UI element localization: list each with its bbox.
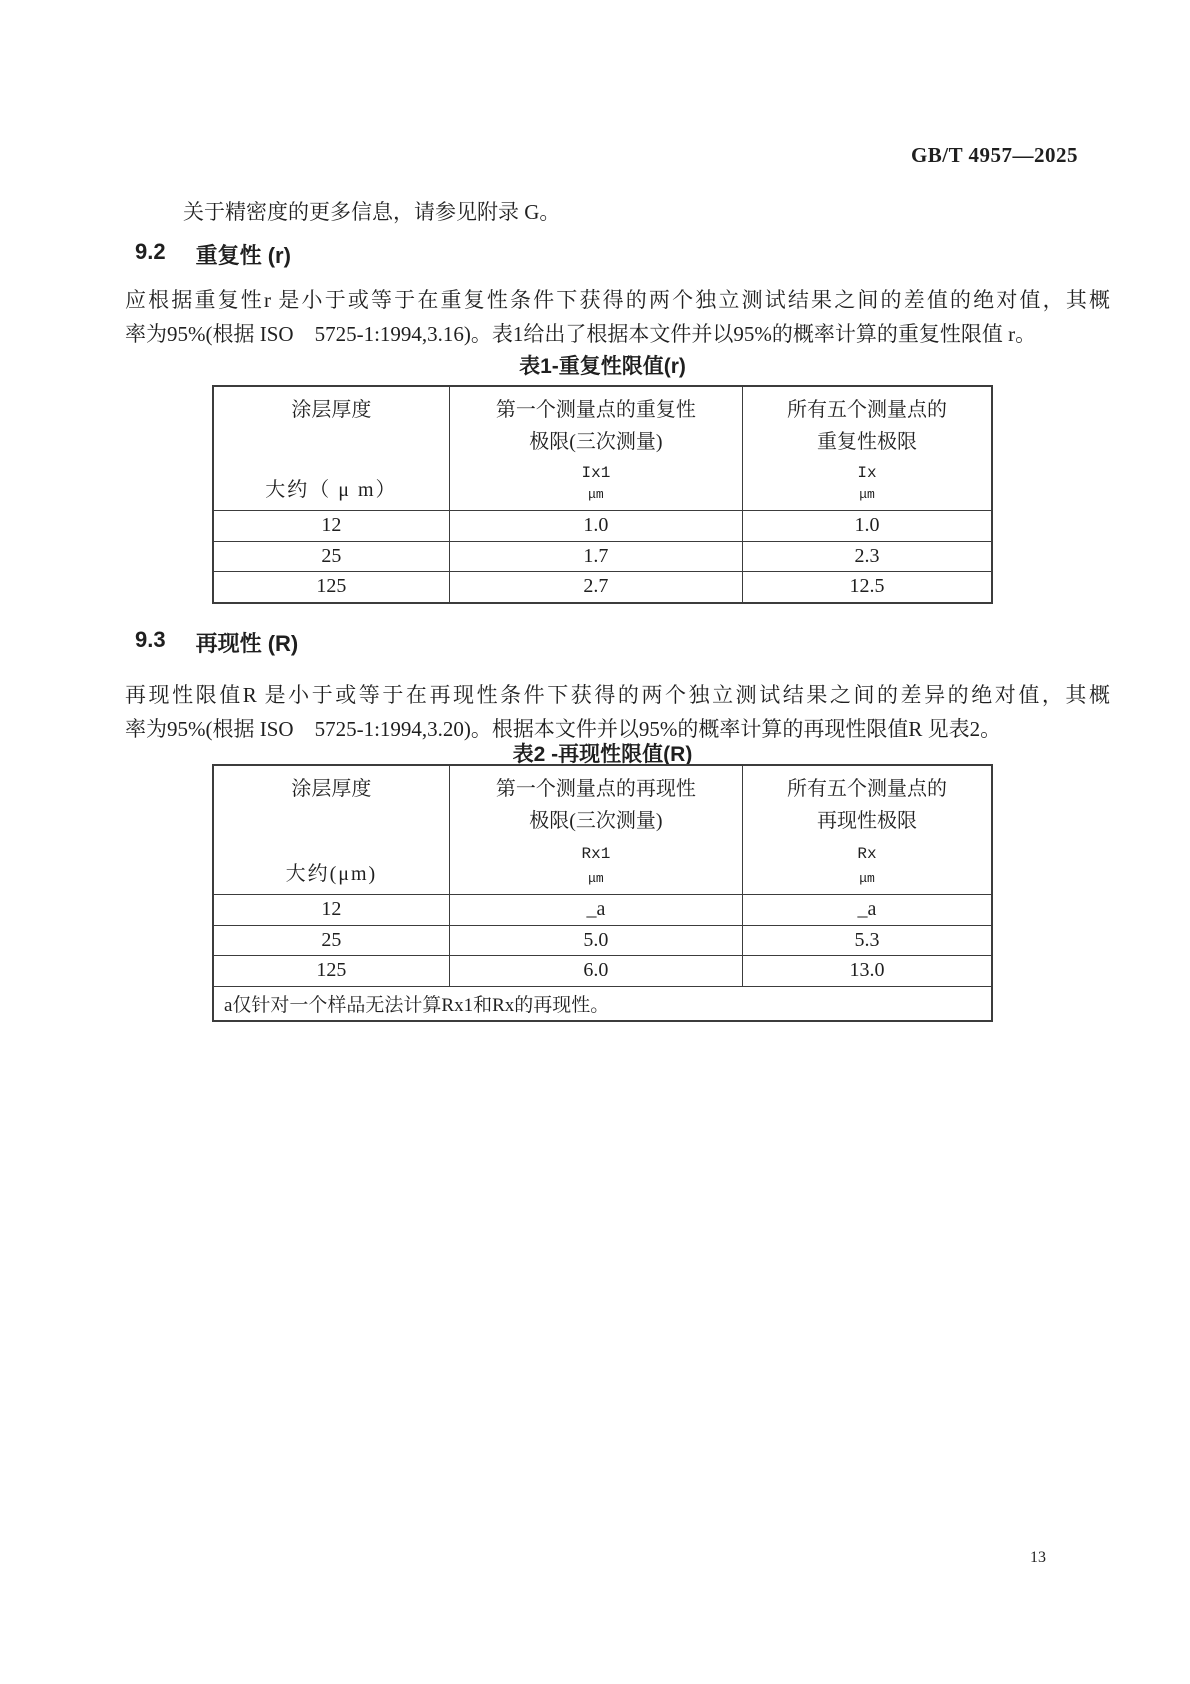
col2-header-line2: 极限(三次测量) bbox=[529, 810, 663, 832]
paragraph-line: 再现性限值R 是小于或等于在再现性条件下获得的两个独立测试结果之间的差异的绝对值，其概 bbox=[125, 683, 1110, 707]
section-heading-9-3 bbox=[135, 627, 298, 658]
table2-title: 表2 -再现性限值(R) bbox=[512, 743, 693, 766]
table-row bbox=[213, 572, 992, 603]
standard-number-header: GB/T 4957—2025 bbox=[910, 143, 1078, 167]
col3-header-line2: 再现性极限 bbox=[816, 810, 917, 832]
table1-repeatability bbox=[212, 385, 993, 604]
header-cell-all-points-limit bbox=[742, 386, 992, 511]
section-9-3-paragraph bbox=[125, 678, 1110, 746]
header-cell-coating-thickness bbox=[213, 765, 449, 895]
col3-unit: μm bbox=[859, 871, 875, 886]
header-cell-first-point-limit bbox=[449, 765, 742, 895]
col2-header-line1: 第一个测量点的重复性 bbox=[495, 399, 696, 421]
cell-value: 6.0 bbox=[449, 956, 742, 987]
col3-symbol: Rx bbox=[857, 845, 877, 863]
col3-header-line2: 重复性极限 bbox=[816, 431, 917, 453]
col1-header: 涂层厚度 bbox=[291, 778, 372, 800]
table-row bbox=[213, 541, 992, 572]
cell-thickness: 125 bbox=[213, 956, 449, 987]
col1-header: 涂层厚度 bbox=[291, 399, 372, 421]
col3-unit: μm bbox=[859, 487, 875, 502]
cell-value: 13.0 bbox=[742, 956, 992, 987]
col1-subheader: 大约(μm) bbox=[285, 863, 378, 885]
paragraph-line: 率为95%(根据 ISO 5725-1:1994,3.20)。根据本文件并以95%的概率计算的再现性限值R 见表2。 bbox=[125, 717, 1002, 741]
cell-value: 1.0 bbox=[742, 511, 992, 542]
table-row bbox=[213, 925, 992, 956]
col1-subheader: 大约（ μ m） bbox=[265, 479, 398, 501]
col3-header-line1: 所有五个测量点的 bbox=[786, 399, 947, 421]
table-footnote: a仅针对一个样品无法计算Rx1和Rx的再现性。 bbox=[213, 986, 992, 1021]
cell-thickness: 12 bbox=[213, 895, 449, 926]
table-row bbox=[213, 511, 992, 542]
section-title: 重复性 (r) bbox=[195, 243, 291, 268]
col3-symbol: Ix bbox=[857, 463, 877, 482]
header-cell-coating-thickness bbox=[213, 386, 449, 511]
cell-value: 2.3 bbox=[742, 541, 992, 572]
header-cell-first-point-limit bbox=[449, 386, 742, 511]
cell-value: 1.0 bbox=[449, 511, 742, 542]
col2-unit: μm bbox=[588, 871, 604, 886]
col2-header-line1: 第一个测量点的再现性 bbox=[495, 778, 696, 800]
section-number: 9.3 bbox=[135, 627, 166, 652]
intro-paragraph: 关于精密度的更多信息，请参见附录 G。 bbox=[183, 200, 561, 224]
cell-thickness: 25 bbox=[213, 925, 449, 956]
header-cell-all-points-limit bbox=[742, 765, 992, 895]
table-row bbox=[213, 956, 992, 987]
paragraph-line: 应根据重复性r 是小于或等于在重复性条件下获得的两个独立测试结果之间的差值的绝对值，其概 bbox=[125, 288, 1110, 312]
cell-value: _a bbox=[449, 895, 742, 926]
section-9-2-paragraph bbox=[125, 283, 1110, 351]
cell-value: _a bbox=[742, 895, 992, 926]
col2-symbol: Rx1 bbox=[581, 845, 611, 863]
table-footnote-row bbox=[213, 986, 992, 1021]
paragraph-line: 率为95%(根据 ISO 5725-1:1994,3.16)。表1给出了根据本文件并以95%的概率计算的重复性限值 r。 bbox=[125, 322, 1037, 346]
section-number: 9.2 bbox=[135, 239, 166, 264]
cell-thickness: 25 bbox=[213, 541, 449, 572]
cell-value: 12.5 bbox=[742, 572, 992, 603]
table2-reproducibility bbox=[212, 764, 993, 1022]
table-header-row bbox=[213, 386, 992, 511]
table1-title: 表1-重复性限值(r) bbox=[519, 355, 686, 378]
cell-value: 2.7 bbox=[449, 572, 742, 603]
table-row bbox=[213, 895, 992, 926]
section-heading-9-2 bbox=[135, 239, 291, 270]
col2-header-line2: 极限(三次测量) bbox=[529, 431, 663, 453]
col3-header-line1: 所有五个测量点的 bbox=[786, 778, 947, 800]
page-number: 13 bbox=[1030, 1549, 1046, 1566]
col2-symbol: Ix1 bbox=[581, 463, 611, 482]
col2-unit: μm bbox=[588, 487, 604, 502]
cell-value: 5.0 bbox=[449, 925, 742, 956]
table-header-row bbox=[213, 765, 992, 895]
cell-thickness: 12 bbox=[213, 511, 449, 542]
section-title: 再现性 (R) bbox=[195, 631, 299, 656]
cell-value: 5.3 bbox=[742, 925, 992, 956]
cell-thickness: 125 bbox=[213, 572, 449, 603]
cell-value: 1.7 bbox=[449, 541, 742, 572]
